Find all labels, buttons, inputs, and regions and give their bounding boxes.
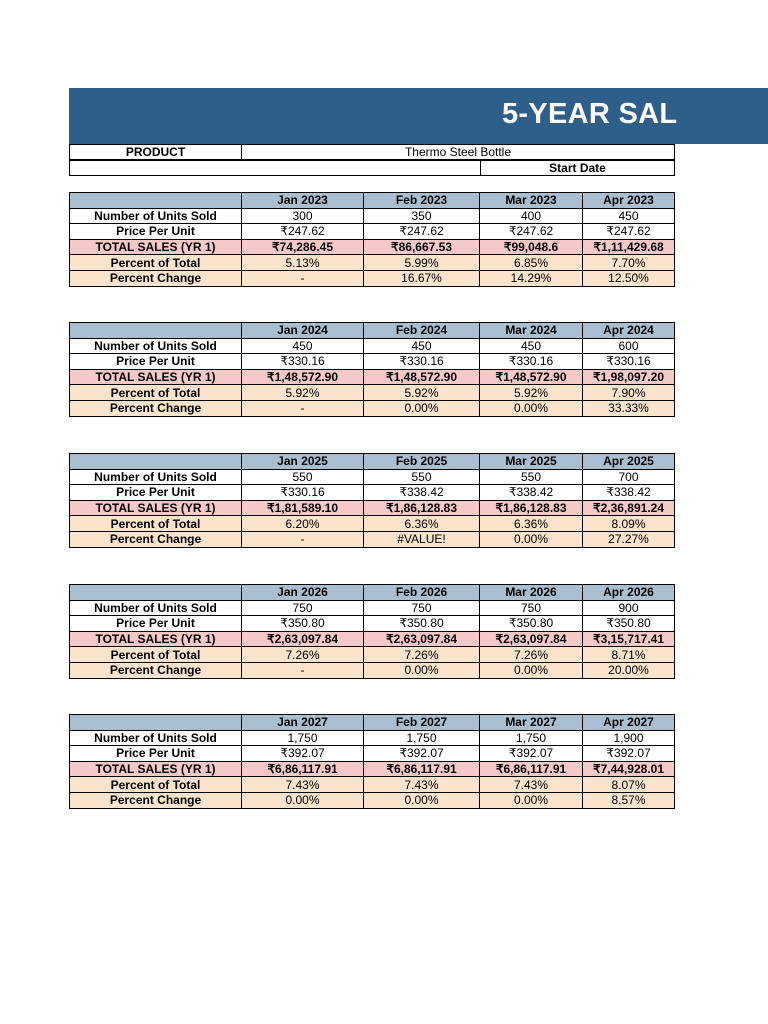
table-cell[interactable]: 33.33% [583,400,675,416]
table-cell[interactable]: ₹2,63,097.84 [480,631,583,647]
table-cell[interactable]: 8.71% [583,647,675,663]
table-cell[interactable]: 450 [480,338,583,354]
month-header: Apr 2027 [583,715,675,731]
table-cell[interactable]: ₹86,667.53 [364,239,480,255]
percent-change-row [70,400,675,416]
percent-of-total-row [70,777,675,793]
table-cell[interactable]: 0.00% [364,792,480,808]
table-cell[interactable]: ₹338.42 [480,485,583,501]
table-cell[interactable]: 7.26% [480,647,583,663]
sales-table-year-5 [69,714,675,809]
table-cell[interactable]: 5.92% [480,385,583,401]
row-label: Price Per Unit [70,616,242,632]
row-label: TOTAL SALES (YR 1) [70,631,242,647]
table-cell[interactable]: 7.90% [583,385,675,401]
month-header-row [70,193,675,209]
row-label: Percent of Total [70,516,242,532]
table-cell[interactable]: 14.29% [480,270,583,286]
price-row [70,485,675,501]
month-header-row [70,715,675,731]
table-cell[interactable]: ₹330.16 [364,354,480,370]
month-header: Feb 2027 [364,715,480,731]
row-label: TOTAL SALES (YR 1) [70,500,242,516]
table-cell[interactable]: 7.26% [242,647,364,663]
row-label: Number of Units Sold [70,338,242,354]
start-date-label: Start Date [481,161,675,176]
table-cell[interactable]: ₹6,86,117.91 [364,761,480,777]
table-cell[interactable]: 300 [242,208,364,224]
table-cell[interactable]: 0.00% [364,400,480,416]
table-cell[interactable]: #VALUE! [364,531,480,547]
table-cell[interactable]: ₹330.16 [242,354,364,370]
units-row [70,469,675,485]
table-cell[interactable]: 0.00% [364,662,480,678]
table-cell[interactable]: ₹1,48,572.90 [242,369,364,385]
month-header: Mar 2027 [480,715,583,731]
month-header: Jan 2023 [242,193,364,209]
table-cell[interactable]: ₹1,81,589.10 [242,500,364,516]
page-title: 5-YEAR SAL [502,98,678,130]
table-cell[interactable]: 1,750 [242,730,364,746]
sales-table-year-4 [69,584,675,679]
table-cell[interactable]: 400 [480,208,583,224]
table-cell[interactable]: 450 [583,208,675,224]
percent-change-row [70,531,675,547]
row-label: Percent Change [70,792,242,808]
table-cell[interactable]: 550 [242,469,364,485]
row-label: Number of Units Sold [70,730,242,746]
row-label: TOTAL SALES (YR 1) [70,761,242,777]
percent-of-total-row [70,385,675,401]
month-header: Feb 2024 [364,323,480,339]
table-cell[interactable]: 6.85% [480,255,583,271]
units-row [70,600,675,616]
table-cell[interactable]: 12.50% [583,270,675,286]
row-label: Number of Units Sold [70,469,242,485]
price-row [70,354,675,370]
table-cell[interactable]: ₹392.07 [583,746,675,762]
title-banner [69,88,768,144]
start-date-row [69,160,675,176]
sales-table-year-1 [69,192,675,287]
percent-change-row [70,270,675,286]
price-row [70,224,675,240]
price-row [70,746,675,762]
product-row [69,144,675,160]
product-value[interactable]: Thermo Steel Bottle [242,145,675,160]
table-cell[interactable]: 5.92% [242,385,364,401]
row-label: TOTAL SALES (YR 1) [70,369,242,385]
table-cell[interactable]: 350 [364,208,480,224]
month-header: Apr 2024 [583,323,675,339]
table-cell[interactable]: 750 [364,600,480,616]
header-blank-cell [70,585,242,601]
table-cell[interactable]: 0.00% [480,531,583,547]
total-sales-row [70,239,675,255]
month-header: Apr 2023 [583,193,675,209]
table-cell[interactable]: ₹330.16 [480,354,583,370]
table-cell[interactable]: ₹247.62 [242,224,364,240]
row-label: Number of Units Sold [70,208,242,224]
month-header: Jan 2024 [242,323,364,339]
table-cell[interactable]: 6.36% [364,516,480,532]
table-cell[interactable]: ₹1,48,572.90 [364,369,480,385]
total-sales-row [70,369,675,385]
table-cell[interactable]: 550 [480,469,583,485]
table-cell[interactable]: ₹2,63,097.84 [242,631,364,647]
table-cell[interactable]: 750 [480,600,583,616]
table-cell[interactable]: ₹350.80 [364,616,480,632]
table-cell[interactable]: - [242,270,364,286]
table-cell[interactable]: ₹350.80 [242,616,364,632]
total-sales-row [70,500,675,516]
table-cell[interactable]: 7.43% [364,777,480,793]
table-cell[interactable]: 8.07% [583,777,675,793]
table-cell[interactable]: ₹2,63,097.84 [364,631,480,647]
row-label: Percent of Total [70,385,242,401]
month-header: Mar 2024 [480,323,583,339]
table-cell[interactable]: 7.26% [364,647,480,663]
header-blank-cell [70,715,242,731]
table-cell[interactable]: ₹6,86,117.91 [242,761,364,777]
table-cell[interactable]: 5.92% [364,385,480,401]
sales-table-year-2 [69,322,675,417]
units-row [70,730,675,746]
table-cell[interactable]: 7.43% [242,777,364,793]
row-label: Percent Change [70,531,242,547]
table-cell[interactable]: 8.09% [583,516,675,532]
row-label: Percent of Total [70,777,242,793]
row-label: Number of Units Sold [70,600,242,616]
table-cell[interactable]: ₹99,048.6 [480,239,583,255]
percent-change-row [70,792,675,808]
table-cell[interactable]: 0.00% [480,662,583,678]
row-label: Price Per Unit [70,746,242,762]
month-header-row [70,454,675,470]
row-label: TOTAL SALES (YR 1) [70,239,242,255]
price-row [70,616,675,632]
table-cell[interactable]: 450 [242,338,364,354]
row-label: Percent Change [70,662,242,678]
table-cell[interactable]: ₹350.80 [480,616,583,632]
month-header: Jan 2026 [242,585,364,601]
units-row [70,338,675,354]
units-row [70,208,675,224]
month-header: Mar 2026 [480,585,583,601]
table-cell[interactable]: ₹1,11,429.68 [583,239,675,255]
table-cell[interactable]: ₹247.62 [364,224,480,240]
month-header: Feb 2023 [364,193,480,209]
table-cell[interactable]: 750 [242,600,364,616]
table-cell[interactable]: 1,750 [364,730,480,746]
table-cell[interactable]: 5.13% [242,255,364,271]
total-sales-row [70,761,675,777]
row-label: Price Per Unit [70,224,242,240]
table-cell[interactable]: 0.00% [480,792,583,808]
table-cell[interactable]: ₹247.62 [480,224,583,240]
row-label: Percent Change [70,270,242,286]
table-cell[interactable]: ₹338.42 [364,485,480,501]
table-cell[interactable]: ₹350.80 [583,616,675,632]
table-cell[interactable]: ₹392.07 [242,746,364,762]
month-header-row [70,323,675,339]
table-cell[interactable]: 8.57% [583,792,675,808]
table-cell[interactable]: 5.99% [364,255,480,271]
table-cell[interactable]: ₹330.16 [583,354,675,370]
table-cell[interactable]: ₹6,86,117.91 [480,761,583,777]
month-header: Jan 2025 [242,454,364,470]
table-cell[interactable]: 20.00% [583,662,675,678]
row-label: Price Per Unit [70,354,242,370]
table-cell[interactable]: ₹1,86,128.83 [364,500,480,516]
table-cell[interactable]: 7.70% [583,255,675,271]
table-cell[interactable]: 550 [364,469,480,485]
table-cell[interactable]: - [242,531,364,547]
month-header: Apr 2026 [583,585,675,601]
row-label: Price Per Unit [70,485,242,501]
table-cell[interactable]: 7.43% [480,777,583,793]
product-label: PRODUCT [70,145,242,160]
month-header-row [70,585,675,601]
table-cell[interactable]: ₹330.16 [242,485,364,501]
table-cell[interactable]: ₹392.07 [364,746,480,762]
table-cell[interactable]: ₹1,86,128.83 [480,500,583,516]
table-cell[interactable]: 600 [583,338,675,354]
table-cell[interactable]: ₹338.42 [583,485,675,501]
month-header: Mar 2023 [480,193,583,209]
table-cell[interactable]: - [242,662,364,678]
month-header: Feb 2025 [364,454,480,470]
table-cell[interactable]: ₹2,36,891.24 [583,500,675,516]
table-cell[interactable]: 900 [583,600,675,616]
percent-of-total-row [70,255,675,271]
table-cell[interactable]: 0.00% [480,400,583,416]
table-cell[interactable]: 27.27% [583,531,675,547]
sales-table-year-3 [69,453,675,548]
table-cell[interactable]: 0.00% [242,792,364,808]
table-cell[interactable]: 700 [583,469,675,485]
month-header: Mar 2025 [480,454,583,470]
table-cell[interactable]: ₹1,48,572.90 [480,369,583,385]
percent-of-total-row [70,647,675,663]
header-blank-cell [70,193,242,209]
table-cell[interactable]: - [242,400,364,416]
header-blank-cell [70,454,242,470]
table-cell[interactable]: ₹1,98,097.20 [583,369,675,385]
table-cell[interactable]: 1,750 [480,730,583,746]
table-cell[interactable]: 450 [364,338,480,354]
row-label: Percent of Total [70,647,242,663]
table-cell[interactable]: ₹74,286.45 [242,239,364,255]
table-cell[interactable]: ₹392.07 [480,746,583,762]
table-cell[interactable]: 6.20% [242,516,364,532]
table-cell[interactable]: 6.36% [480,516,583,532]
percent-change-row [70,662,675,678]
table-cell[interactable]: ₹3,15,717.41 [583,631,675,647]
table-cell[interactable]: 1,900 [583,730,675,746]
row-label: Percent of Total [70,255,242,271]
header-blank-cell [70,323,242,339]
month-header: Apr 2025 [583,454,675,470]
start-date-blank[interactable] [70,161,481,176]
row-label: Percent Change [70,400,242,416]
percent-of-total-row [70,516,675,532]
table-cell[interactable]: 16.67% [364,270,480,286]
table-cell[interactable]: ₹247.62 [583,224,675,240]
month-header: Jan 2027 [242,715,364,731]
month-header: Feb 2026 [364,585,480,601]
table-cell[interactable]: ₹7,44,928.01 [583,761,675,777]
total-sales-row [70,631,675,647]
